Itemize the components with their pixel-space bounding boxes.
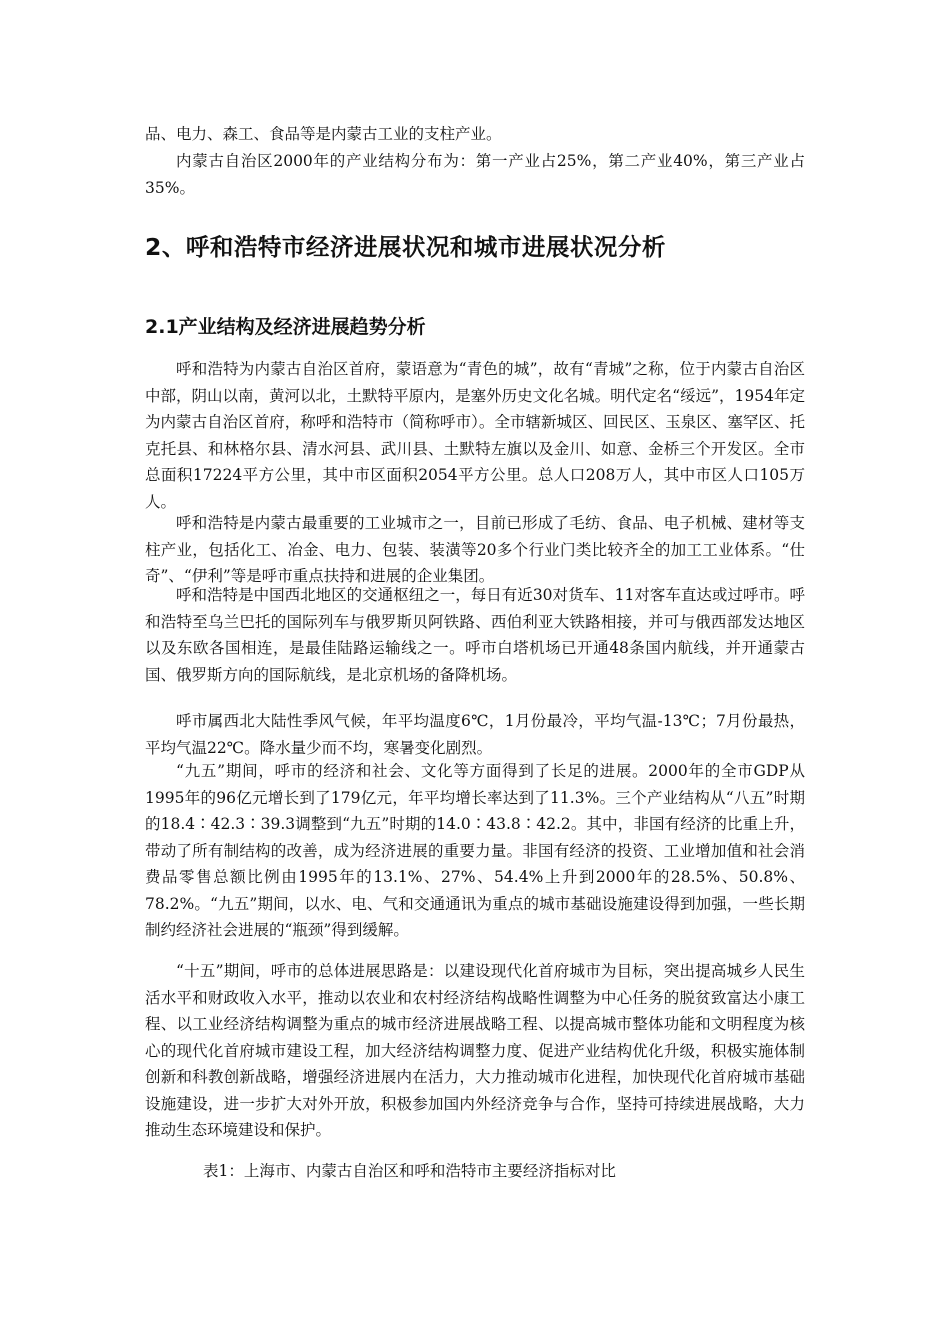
paragraph-ninth-five-year: “九五”期间，呼市的经济和社会、文化等方面得到了长足的进展。2000年的全市GDP从1995年的96亿元增长到了179亿元，年平均增长率达到了11.3%。三个产业结构从“八五”时期的18.4∶42.3∶39.3调整到“九五”时期的14.0∶43.8∶42.2。其中，非国有经济的比重上升，带动了所有制结构的改善，成为经济进展的重要力量。非国有经济的投资、工业增加值和社会消费品零售总额比例由1995年的13.1%、27%、54.4%上升到2000年的28.5%、50.8%、78.2%。“九五”期间，以水、电、气和交通通讯为重点的城市基础设施建设得到加强，一些长期制约经济社会进展的“瓶颈”得到缓解。	[145, 762, 805, 939]
section-title: 2、呼和浩特市经济进展状况和城市进展状况分析	[145, 233, 666, 261]
intro-line: 品、电力、森工、食品等是内蒙古工业的支柱产业。	[145, 125, 502, 143]
paragraph-transport: 呼和浩特是中国西北地区的交通枢纽之一，每日有近30对货车、11对客车直达或过呼市。呼和浩特至乌兰巴托的国际列车与俄罗斯贝阿铁路、西伯利亚大铁路相接，并可与俄西部发达地区以及东欧各国相连，是最佳陆路运输线之一。呼市白塔机场已开通48条国内航线，并开通蒙古国、俄罗斯方向的国际航线，是北京机场的备降机场。	[145, 586, 805, 684]
table-caption: 表1：上海市、内蒙古自治区和呼和浩特市主要经济指标对比	[203, 1162, 616, 1180]
paragraph-overview: 呼和浩特为内蒙古自治区首府，蒙语意为“青色的城”，故有“青城”之称，位于内蒙古自治区中部，阴山以南，黄河以北，土默特平原内，是塞外历史文化名城。明代定名“绥远”，1954年定为内蒙古自治区首府，称呼和浩特市（简称呼市）。全市辖新城区、回民区、玉泉区、塞罕区、托克托县、和林格尔县、清水河县、武川县、土默特左旗以及金川、如意、金桥三个开发区。全市总面积17224平方公里，其中市区面积2054平方公里。总人口208万人，其中市区人口105万人。	[145, 360, 805, 511]
paragraph-industry: 呼和浩特是内蒙古最重要的工业城市之一，目前已形成了毛纺、食品、电子机械、建材等支柱产业，包括化工、冶金、电力、包装、装潢等20多个行业门类比较齐全的加工工业体系。“仕奇”、“伊利”等是呼市重点扶持和进展的企业集团。	[145, 514, 805, 585]
intro-paragraph: 内蒙古自治区2000年的产业结构分布为：第一产业占25%，第二产业40%，第三产业占35%。	[145, 152, 805, 197]
paragraph-tenth-five-year: “十五”期间，呼市的总体进展思路是：以建设现代化首府城市为目标，突出提高城乡人民生活水平和财政收入水平，推动以农业和农村经济结构战略性调整为中心任务的脱贫致富达小康工程、以工业经济结构调整为重点的城市经济进展战略工程、以提高城市整体功能和文明程度为核心的现代化首府城市建设工程，加大经济结构调整力度、促进产业结构优化升级，积极实施体制创新和科教创新战略，增强经济进展内在活力，大力推动城市化进程，加快现代化首府城市基础设施建设，进一步扩大对外开放，积极参加国内外经济竞争与合作，坚持可持续进展战略，大力推动生态环境建设和保护。	[145, 962, 805, 1139]
paragraph-climate: 呼市属西北大陆性季风气候，年平均温度6℃，1月份最冷，平均气温-13℃；7月份最热，平均气温22℃。降水量少而不均，寒暑变化剧烈。	[145, 712, 805, 757]
subsection-title: 2.1产业结构及经济进展趋势分析	[145, 316, 426, 338]
